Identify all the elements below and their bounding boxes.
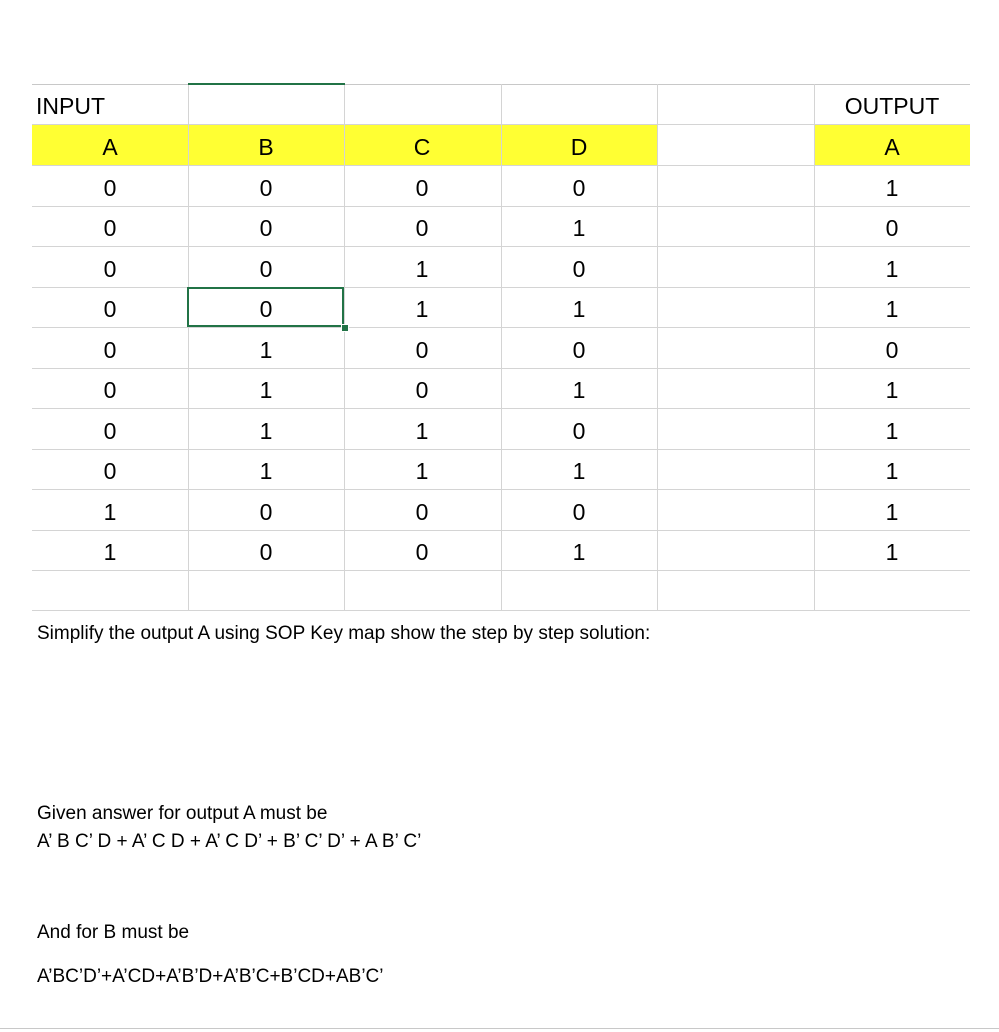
cell-c[interactable]: 0: [415, 499, 429, 525]
cell-a[interactable]: 0: [103, 377, 117, 403]
cell-b[interactable]: 1: [259, 418, 273, 444]
cell-b[interactable]: 0: [259, 175, 273, 201]
cell-c[interactable]: 1: [415, 418, 429, 444]
cell-b[interactable]: 1: [259, 377, 273, 403]
page-divider: [0, 1028, 999, 1029]
cell-a[interactable]: 0: [103, 256, 117, 282]
cell-d[interactable]: 0: [572, 337, 586, 363]
fill-handle[interactable]: [341, 324, 349, 332]
cell-a[interactable]: 1: [103, 499, 117, 525]
cell-output[interactable]: 1: [885, 499, 899, 525]
cell-b[interactable]: 0: [259, 499, 273, 525]
cell-a[interactable]: 0: [103, 296, 117, 322]
cell-d[interactable]: 1: [572, 296, 586, 322]
cell-c[interactable]: 0: [415, 337, 429, 363]
cell-a[interactable]: 0: [103, 215, 117, 241]
cell-b[interactable]: 0: [259, 539, 273, 565]
header-a[interactable]: A: [102, 134, 118, 160]
given-a-expression: A’ B C’ D + A’ C D + A’ C D’ + B’ C’ D’ + A B’ C’: [37, 831, 422, 852]
cell-b-selected[interactable]: 0: [259, 296, 273, 322]
header-output-a[interactable]: A: [884, 134, 900, 160]
input-label: INPUT: [36, 93, 105, 119]
cell-c[interactable]: 0: [415, 175, 429, 201]
given-b-label: And for B must be: [37, 922, 190, 943]
grid-line: [657, 84, 658, 611]
cell-a[interactable]: 0: [103, 175, 117, 201]
cell-d[interactable]: 1: [572, 215, 586, 241]
cell-output[interactable]: 0: [885, 337, 899, 363]
cell-d[interactable]: 1: [572, 458, 586, 484]
cell-a[interactable]: 0: [103, 337, 117, 363]
cell-c[interactable]: 1: [415, 296, 429, 322]
cell-b[interactable]: 1: [259, 458, 273, 484]
cell-c[interactable]: 0: [415, 215, 429, 241]
cell-c[interactable]: 0: [415, 377, 429, 403]
cell-output[interactable]: 1: [885, 418, 899, 444]
cell-b[interactable]: 0: [259, 256, 273, 282]
cell-c[interactable]: 1: [415, 256, 429, 282]
cell-b[interactable]: 0: [259, 215, 273, 241]
cell-output[interactable]: 1: [885, 539, 899, 565]
spreadsheet-grid: [32, 84, 970, 611]
cell-output[interactable]: 1: [885, 175, 899, 201]
header-c[interactable]: C: [413, 134, 431, 160]
output-label: OUTPUT: [844, 93, 940, 119]
question-prompt: Simplify the output A using SOP Key map show the step by step solution:: [37, 623, 651, 644]
cell-output[interactable]: 1: [885, 256, 899, 282]
cell-output[interactable]: 1: [885, 458, 899, 484]
cell-d[interactable]: 0: [572, 256, 586, 282]
cell-output[interactable]: 1: [885, 377, 899, 403]
cell-d[interactable]: 1: [572, 539, 586, 565]
cell-d[interactable]: 1: [572, 377, 586, 403]
cell-output[interactable]: 0: [885, 215, 899, 241]
cell-b[interactable]: 1: [259, 337, 273, 363]
header-b[interactable]: B: [258, 134, 274, 160]
active-cell-border: [187, 287, 344, 327]
given-a-label: Given answer for output A must be: [37, 803, 328, 824]
cell-a[interactable]: 1: [103, 539, 117, 565]
header-d[interactable]: D: [570, 134, 588, 160]
cell-a[interactable]: 0: [103, 458, 117, 484]
cell-d[interactable]: 0: [572, 418, 586, 444]
cell-d[interactable]: 0: [572, 499, 586, 525]
selected-column-marker: [188, 83, 345, 85]
cell-c[interactable]: 0: [415, 539, 429, 565]
cell-c[interactable]: 1: [415, 458, 429, 484]
cell-output[interactable]: 1: [885, 296, 899, 322]
cell-d[interactable]: 0: [572, 175, 586, 201]
given-b-expression: A’BC’D’+A’CD+A’B’D+A’B’C+B’CD+AB’C’: [37, 966, 384, 987]
cell-a[interactable]: 0: [103, 418, 117, 444]
